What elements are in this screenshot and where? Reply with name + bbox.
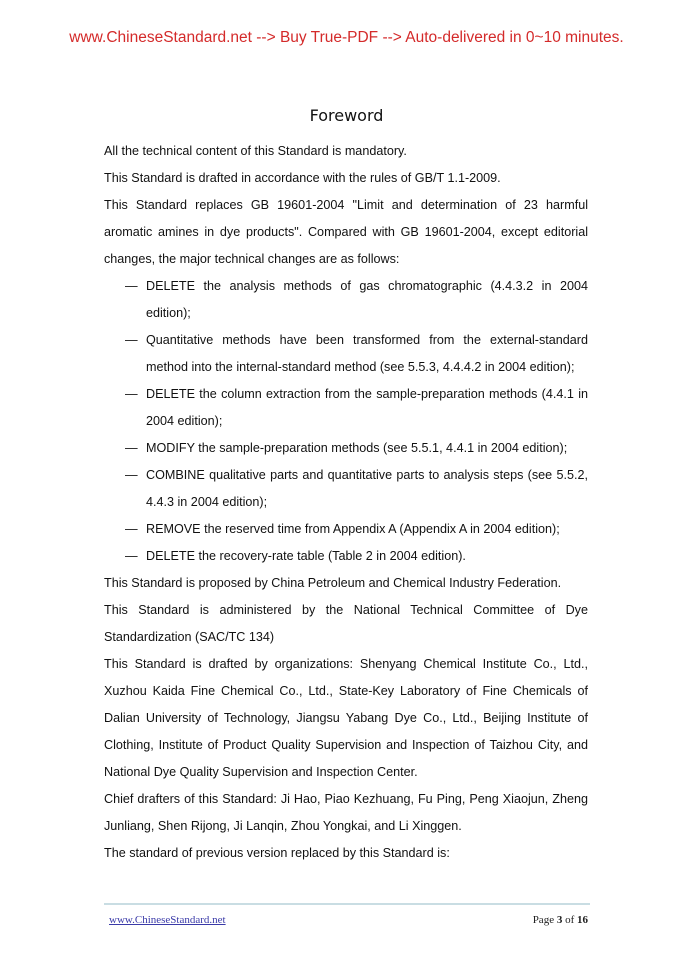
line-text: The standard of previous version replaced by this Standard is: [104, 846, 450, 860]
paragraph-line [104, 844, 588, 871]
line-text: Xuzhou Kaida Fine Chemical Co., Ltd., State-Key Laboratory of Fine Chemicals of [104, 684, 588, 698]
paragraph-line [104, 709, 588, 736]
line-text: National Dye Quality Supervision and Inspection Center. [104, 765, 418, 779]
line-text: This Standard replaces GB 19601-2004 "Limit and determination of 23 harmful [104, 198, 588, 212]
line-text: Dalian University of Technology, Jiangsu Yabang Dye Co., Ltd., Beijing Institute of [104, 711, 588, 725]
footer-divider [104, 903, 590, 905]
total-pages: 16 [577, 914, 588, 926]
line-text: DELETE the analysis methods of gas chromatographic (4.4.3.2 in 2004 [146, 279, 588, 293]
list-item-line [104, 493, 588, 520]
paragraph-line [104, 169, 588, 196]
page-number [533, 914, 588, 926]
paragraph-line [104, 628, 588, 655]
page-title: Foreword [309, 106, 384, 125]
paragraph-line [104, 790, 588, 817]
paragraph-line [104, 142, 588, 169]
list-item-line [104, 520, 588, 547]
line-text: This Standard is proposed by China Petroleum and Chemical Industry Federation. [104, 576, 562, 590]
list-dash: — [125, 441, 138, 455]
list-dash: — [125, 549, 138, 563]
list-dash: — [125, 468, 138, 482]
paragraph-line [104, 763, 588, 790]
list-item-line [104, 277, 588, 304]
paragraph-line [104, 601, 588, 628]
list-dash: — [125, 279, 138, 293]
list-dash: — [125, 522, 138, 536]
paragraph-line [104, 655, 588, 682]
line-text: Quantitative methods have been transformed from the external-standard [146, 333, 588, 347]
line-text: edition); [146, 306, 191, 320]
line-text: REMOVE the reserved time from Appendix A (Appendix A in 2004 edition); [146, 522, 560, 536]
line-text: COMBINE qualitative parts and quantitative parts to analysis steps (see 5.5.2, [146, 468, 588, 482]
line-text: changes, the major technical changes are as follows: [104, 252, 400, 266]
foreword-body [104, 142, 588, 871]
paragraph-line [104, 736, 588, 763]
list-item-line [104, 385, 588, 412]
list-dash: — [125, 387, 138, 401]
list-item-line [104, 439, 588, 466]
footer-website-link[interactable]: www.ChineseStandard.net [109, 914, 226, 926]
current-page: 3 [556, 914, 563, 926]
line-text: 2004 edition); [146, 414, 223, 428]
line-text: method into the internal-standard method (see 5.5.3, 4.4.4.2 in 2004 edition); [146, 360, 575, 374]
line-text: All the technical content of this Standard is mandatory. [104, 144, 407, 158]
list-item-line [104, 547, 588, 574]
line-text: This Standard is administered by the National Technical Committee of Dye [104, 603, 588, 617]
line-text: Junliang, Shen Rijong, Ji Lanqin, Zhou Yongkai, and Li Xinggen. [104, 819, 462, 833]
list-item-line [104, 331, 588, 358]
paragraph-line [104, 196, 588, 223]
line-text: Chief drafters of this Standard: Ji Hao, Piao Kezhuang, Fu Ping, Peng Xiaojun, Zheng [104, 792, 588, 806]
list-item-line [104, 412, 588, 439]
page-prefix: Page [532, 914, 557, 926]
line-text: 4.4.3 in 2004 edition); [146, 495, 268, 509]
paragraph-line [104, 223, 588, 250]
paragraph-line [104, 574, 588, 601]
list-item-line [104, 304, 588, 331]
line-text: Clothing, Institute of Product Quality Supervision and Inspection of Taizhou City, and [104, 738, 588, 752]
line-text: This Standard is drafted by organizations: Shenyang Chemical Institute Co., Ltd., [104, 657, 588, 671]
line-text: aromatic amines in dye products". Compared with GB 19601-2004, except editorial [104, 225, 588, 239]
line-text: Standardization (SAC/TC 134) [104, 630, 275, 644]
line-text: MODIFY the sample-preparation methods (see 5.5.1, 4.4.1 in 2004 edition); [146, 441, 568, 455]
line-text: DELETE the recovery-rate table (Table 2 in 2004 edition). [146, 549, 466, 563]
line-text: This Standard is drafted in accordance with the rules of GB/T 1.1-2009. [104, 171, 501, 185]
paragraph-line [104, 817, 588, 844]
line-text: DELETE the column extraction from the sample-preparation methods (4.4.1 in [146, 387, 588, 401]
list-item-line [104, 358, 588, 385]
promo-banner[interactable]: www.ChineseStandard.net --> Buy True-PDF --> Auto-delivered in 0~10 minutes. [69, 29, 624, 46]
list-item-line [104, 466, 588, 493]
paragraph-line [104, 250, 588, 277]
list-dash: — [125, 333, 138, 347]
page-of: of [562, 914, 577, 926]
paragraph-line [104, 682, 588, 709]
